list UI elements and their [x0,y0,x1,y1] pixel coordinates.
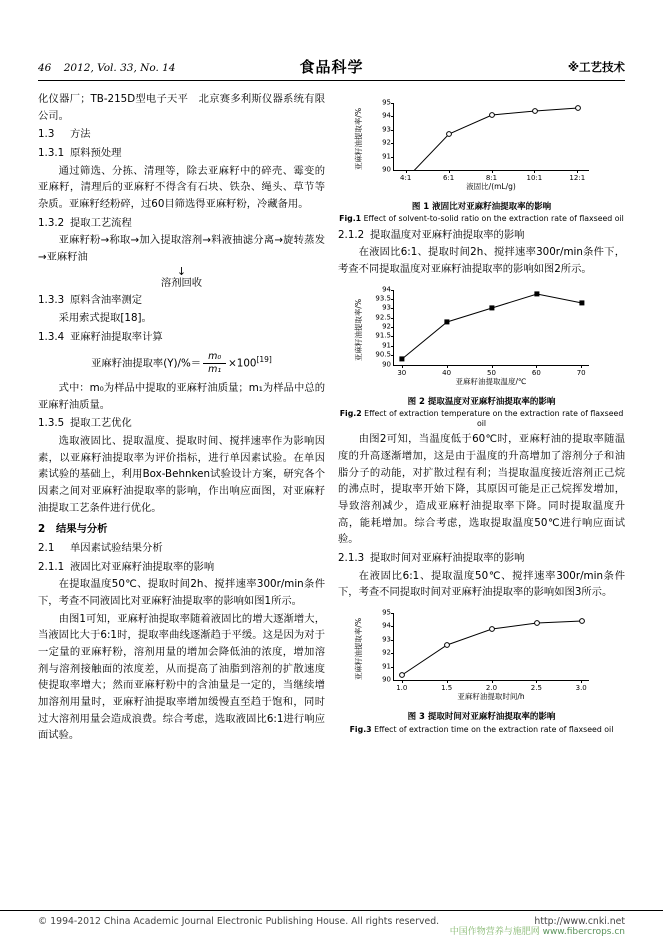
formula-fraction [203,351,226,376]
formula-reference: [19] [256,355,272,365]
figure-1-caption-cn [338,202,625,213]
figure-2-xtick: 70 [576,368,586,377]
section-label: ※工艺技术 [567,60,625,74]
figure-3-ylabel-wrap [355,615,367,683]
heading-2-1-number: 2.1 [38,541,55,554]
figure-2-xlabel: 亚麻籽油提取温度/℃ [455,376,527,386]
figure-3-ytick: 92 [382,648,391,657]
heading-1-3-4-title: 亚麻籽油提取率计算 [70,330,163,343]
paragraph-1-3-1: 通过筛选、分拣、清理等，除去亚麻籽中的碎壳、霉变的亚麻籽，清理后的亚麻籽不得含有石块、铁杂、绳头、草节等杂质。亚麻籽经粉碎，过60目筛选得亚麻籽粉，冷藏备用。 [38,164,325,211]
figure-2-ytick: 93.5 [375,294,391,303]
heading-1-3-2-title: 提取工艺流程 [70,216,132,229]
figure-2-xtick: 50 [487,368,496,377]
figure-3-caption-en-label: Fig.3 [349,724,372,734]
figure-2-ytick: 93 [382,303,391,312]
heading-2 [38,521,325,538]
heading-1-3-1-number: 1.3.1 [38,147,65,160]
figure-2-plot-area [349,284,614,388]
figure-2-xtick: 30 [397,368,407,377]
figure-1 [338,97,625,225]
figure-2-caption-en-text: Effect of extraction temperature on the extraction rate of flaxseed oil [364,409,624,429]
process-flow-arrow-icon: ↓ [176,265,187,279]
figure-2 [338,284,625,430]
body-columns [38,91,625,831]
figure-3-ytick: 93 [382,635,391,644]
paragraph-2-1-3: 在液固比6:1、提取温度50℃、搅拌速率300r/min条件下，考查不同提取时间对亚麻籽油提取率的影响如图3所示。 [338,569,625,599]
figure-1-xtick: 4:1 [400,174,412,182]
heading-2-1-3 [338,550,625,567]
watermark [450,924,625,937]
figure-2-ytick: 90 [382,359,391,368]
paragraph-2-1-2-b: 由图2可知，当温度低于60℃时，亚麻籽油的提取率随温度的升高逐渐增加，这是由于温度的升高增加了溶剂分子和油脂分子的动能，对扩散过程有利；当提取温度接近溶剂正己烷的沸点时，提取率开始下降，其原因可能是正己烷挥发增加，导致溶剂减少，造成亚麻籽油提取率下降。同时提取温度升高，能耗增加。综合考虑，选取提取温度50℃进行响应面试验。 [338,433,625,546]
formula-label: 亚麻籽油提取率(Y)/%＝ [91,357,202,370]
heading-2-1-1-title: 液固比对亚麻籽油提取率的影响 [70,560,215,573]
formula-note: 式中：m₀为样品中提取的亚麻籽油质量；m₁为样品中总的亚麻籽油质量。 [38,381,325,411]
heading-1-3 [38,126,325,143]
heading-1-3-4-number: 1.3.4 [38,330,65,343]
figure-3-xtick: 2.5 [530,684,542,693]
figure-2-caption-cn-text: 提取温度对亚麻籽油提取率的影响 [427,396,556,407]
heading-2-1-title: 单因素试验结果分析 [70,541,163,554]
heading-1-3-3 [38,292,325,309]
figure-3-caption-cn-text: 提取时间对亚麻籽油提取率的影响 [427,712,556,723]
heading-1-3-2-number: 1.3.2 [38,216,65,229]
copyright-notice: © 1994-2012 China Academic Journal Electronic Publishing House. All rights reserved. [38,916,440,927]
figure-1-ytick: 93 [382,125,391,134]
heading-1-3-title: 方法 [70,128,91,141]
heading-2-1-1-number: 2.1.1 [38,560,65,573]
figure-3-ylabel: 亚麻籽油提取率/% [354,617,363,681]
paragraph-2-1-1-b: 由图1可知，亚麻籽油提取率随着液固比的增大逐渐增大，当液固比大于6:1时，提取率曲线逐渐趋于平缓。这是因为对于一定量的亚麻籽粉，溶剂用量的增加会降低油的浓度，增加溶剂与溶剂接触面的浓度差，从而提高了油脂到溶剂的扩散速度使提取率增大；然而亚麻籽粉中的含油量是一定的，当继续增加溶剂用量时，亚麻籽油提取率增加缓慢直至趋于饱和，同时过大溶剂用量会造成浪费。综合考虑，选取液固比6:1进行响应面试验。 [38,612,325,742]
heading-1-3-1 [38,145,325,162]
paragraph-1-3-3: 采用索式提取[18]。 [58,311,152,324]
page [0,42,663,943]
extraction-rate-formula [38,351,325,376]
figure-3-xlabel: 亚麻籽油提取时间/h [457,692,525,702]
heading-2-1-1 [38,559,325,576]
figure-3-ytick: 91 [382,661,391,670]
figure-2-xtick: 40 [442,368,452,377]
paragraph-instruments: 化仪器厂；TB-215D型电子天平 北京赛多利斯仪器系统有限公司。 [38,93,325,122]
figure-2-series [394,290,590,366]
figure-1-ylabel: 亚麻籽油提取率/% [354,107,363,171]
paragraph-2-1-1-a: 在提取温度50℃、提取时间2h、搅拌速率300r/min条件下，考查不同液固比对亚麻籽油提取率的影响如图1所示。 [38,578,325,607]
paragraph-1-3-5: 选取液固比、提取温度、提取时间、搅拌速率作为影响因素，以亚麻籽油提取率为评价指标，进行单因素试验。在单因素试验的基础上，利用Box-Behnken试验设计方案，研究各个因素之间对亚麻籽油提取率的影响，作出响应面图，对亚麻籽油提取工艺条件进行优化。 [38,434,325,514]
figure-3-ytick: 90 [382,675,391,684]
heading-2-1-3-number: 2.1.3 [338,552,365,565]
figure-1-xtick: 10:1 [526,174,543,182]
figure-2-caption-cn [338,397,625,408]
figure-1-xtick: 6:1 [442,174,455,182]
heading-2-1 [38,540,325,557]
heading-2-1-2-title: 提取温度对亚麻籽油提取率的影响 [370,228,525,241]
heading-1-3-5 [38,415,325,432]
process-flow-line-2: 溶剂回收 [160,277,203,290]
paragraph-2-1-2-a: 在液固比6:1、提取时间2h、搅拌速率300r/min条件下，考查不同提取温度对亚麻籽油提取率的影响如图2所示。 [338,246,625,275]
figure-1-xlabel: 液固比/(mL/g) [466,182,516,191]
heading-1-3-5-number: 1.3.5 [38,417,65,430]
heading-1-3-3-title: 原料含油率测定 [70,294,143,307]
figure-3-xtick: 1.0 [396,684,408,693]
figure-1-caption-en [338,214,625,224]
figure-3 [338,607,625,735]
issue-info: 2012, Vol. 33, No. 14 [63,62,176,74]
figure-3-caption-cn-label: 图 3 [407,712,425,723]
page-header [38,42,625,81]
formula-denominator: m₁ [208,364,222,376]
formula-multiplier: ×100 [228,357,257,370]
heading-1-3-1-title: 原料预处理 [70,147,122,160]
heading-1-3-3-number: 1.3.3 [38,294,65,307]
figure-1-caption-cn-text: 液固比对亚麻籽油提取率的影响 [432,202,552,212]
figure-2-caption-cn-label: 图 2 [407,396,425,407]
page-number: 46 [38,62,52,74]
figure-3-xtick: 2.0 [485,684,498,693]
heading-1-3-number: 1.3 [38,128,55,141]
heading-1-3-2 [38,215,325,232]
figure-1-plot-area [349,97,614,193]
figure-2-ytick: 91.5 [375,331,391,340]
watermark-url: www.fibercrops.cn [542,927,625,937]
figure-1-caption-en-text: Effect of solvent-to-solid ratio on the extraction rate of flaxseed oil [363,214,624,224]
figure-1-caption-en-label: Fig.1 [339,214,362,224]
figure-2-caption-en [338,409,625,429]
heading-2-1-2-number: 2.1.2 [338,228,365,241]
figure-1-ylabel-wrap [355,105,367,173]
heading-2-title: 结果与分析 [56,523,108,536]
figure-2-ytick: 91 [382,341,391,350]
figure-2-caption-en-label: Fig.2 [339,409,362,419]
figure-1-axes [382,98,589,182]
figure-3-series [394,613,590,681]
watermark-text: 中国作物营养与施肥网 [449,927,540,937]
heading-1-3-4 [38,329,325,346]
figure-1-ytick: 91 [382,151,391,160]
figure-1-xtick: 12:1 [569,174,586,182]
footer-url[interactable]: http://www.cnki.net [534,916,625,927]
figure-2-axes [375,284,589,377]
heading-2-1-3-title: 提取时间对亚麻籽油提取率的影响 [370,552,525,565]
figure-1-ytick: 95 [382,98,391,107]
figure-3-plot-area [349,607,614,703]
figure-1-ytick: 92 [382,138,391,147]
figure-1-caption-cn-label: 图 1 [411,202,430,212]
journal-title: 食品科学 [299,58,364,76]
heading-1-3-5-title: 提取工艺优化 [70,417,132,430]
figure-3-xtick: 1.5 [441,684,453,693]
figure-2-xtick: 60 [531,368,541,377]
figure-3-axes [382,608,589,693]
figure-2-ylabel-wrap [355,292,367,368]
formula-numerator: m₀ [203,351,226,364]
figure-2-ytick: 94 [382,284,391,293]
left-column [38,91,325,831]
figure-3-xtick: 3.0 [575,684,587,693]
figure-2-ytick: 90.5 [375,350,391,359]
figure-3-caption-cn [338,712,625,723]
heading-2-number: 2 [38,523,46,536]
figure-2-ytick: 92 [382,322,391,331]
heading-2-1-2 [338,227,625,244]
process-flow-line-1: 亚麻籽粉→称取→加入提取溶剂→料液抽滤分离→旋转蒸发→亚麻籽油 [38,234,325,263]
figure-3-ytick: 95 [382,608,391,617]
figure-1-ytick: 94 [382,111,391,120]
figure-1-series [394,103,590,171]
figure-1-xtick: 8:1 [485,174,498,182]
figure-1-ytick: 90 [382,165,391,174]
right-column [338,91,625,831]
figure-2-ylabel: 亚麻籽油提取率/% [354,298,363,361]
figure-2-ytick: 92.5 [375,313,391,322]
figure-3-caption-en [338,725,625,735]
figure-3-ytick: 94 [382,621,391,630]
figure-3-caption-en-text: Effect of extraction time on the extraction rate of flaxseed oil [374,724,614,734]
